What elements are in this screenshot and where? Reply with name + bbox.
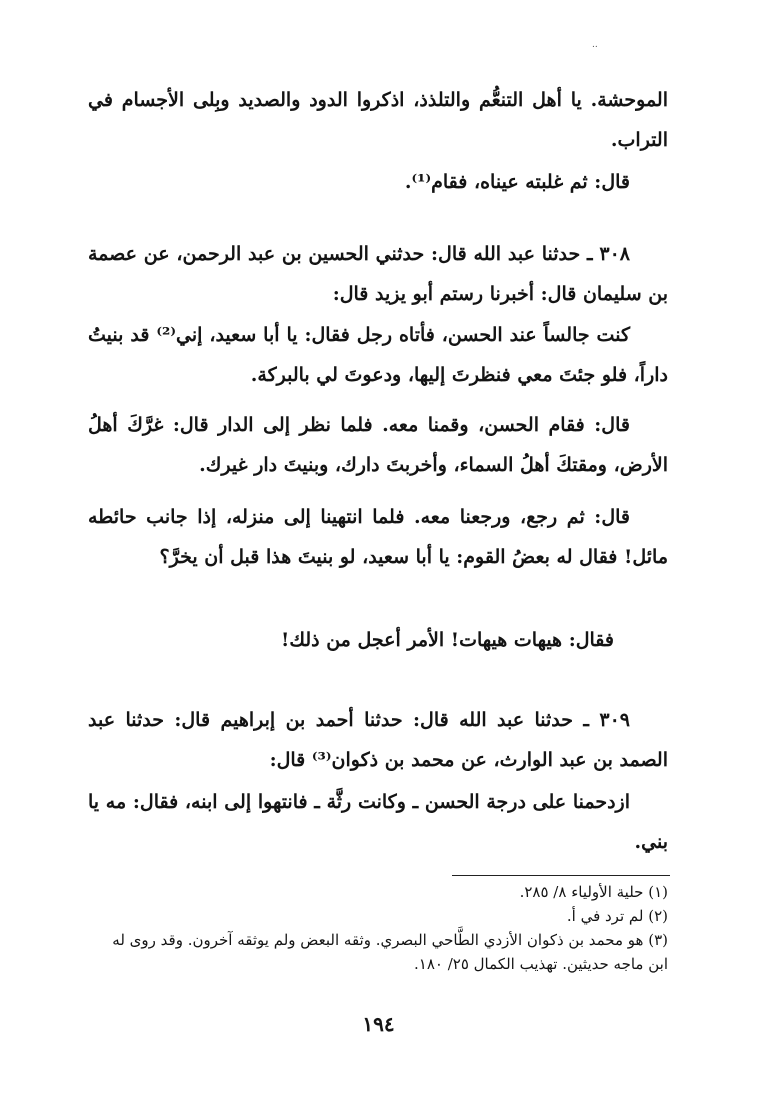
paragraph-text: كنت جالساً عند الحسن، فأتاه رجل فقال: يا أبا سعيد، إني⁽²⁾ قد بنيتُ داراً، فلو جئتَ معي فنظرتَ إليها، ودعوتَ لي بالبركة. — [88, 324, 668, 386]
footnotes — [88, 880, 668, 976]
footnote-3: (٣) هو محمد بن ذكوان الأزدي الطَّاحي البصري. وثقه البعض ولم يوثقه آخرون. وقد روى له ابن ماجه حديثين. تهذيب الكمال ٢٥/ ١٨٠. — [112, 931, 668, 973]
hadith-309-isnad — [88, 700, 668, 780]
paragraph-text: قال: ثم رجع، ورجعنا معه. فلما انتهينا إلى منزله، إذا جانب حائطه مائل! فقال له بعضُ القوم: يا أبا سعيد، لو بنيتَ هذا قبل أن يخرَّ؟ — [88, 506, 668, 568]
paragraph-text: الموحشة. يا أهل التنعُّم والتلذذ، اذكروا الدود والصديد وبِلى الأجسام في التراب. — [88, 89, 668, 151]
paragraph-text: ٣٠٩ ـ حدثنا عبد الله قال: حدثنا أحمد بن إبراهيم قال: حدثنا عبد الصمد بن عبد الوارث، عن محمد بن ذكوان⁽³⁾ قال: — [88, 709, 668, 771]
corner-mark: .. — [592, 40, 598, 50]
paragraph-wall — [88, 497, 668, 577]
paragraph-text: فقال: هيهات هيهات! الأمر أعجل من ذلك! — [281, 629, 614, 651]
paragraph-house — [88, 315, 668, 395]
paragraph-opening — [88, 80, 668, 160]
footnote-1: (١) حلية الأولياء ٨/ ٢٨٥. — [519, 883, 668, 901]
paragraph-text: قال: فقام الحسن، وقمنا معه. فلما نظر إلى الدار قال: غرَّكَ أهلُ الأرض، ومقتكَ أهلُ السماء، وأخربتَ دارك، وبنيتَ دار غيرك. — [88, 414, 668, 476]
paragraph-haihat — [88, 620, 668, 660]
paragraph-text: ازدحمنا على درجة الحسن ـ وكانت رثَّة ـ فانتهوا إلى ابنه، فقال: مه يا بني. — [88, 791, 668, 853]
hadith-308-isnad — [88, 234, 668, 314]
footnote-separator — [452, 875, 670, 876]
footnote-2: (٢) لم ترد في أ. — [566, 907, 668, 925]
page-number: ١٩٤ — [362, 1012, 395, 1036]
paragraph-text: ٣٠٨ ـ حدثنا عبد الله قال: حدثني الحسين بن عبد الرحمن، عن عصمة بن سليمان قال: أخبرنا رستم أبو يزيد قال: — [88, 243, 668, 305]
paragraph-text: قال: ثم غلبته عيناه، فقام⁽¹⁾. — [404, 171, 630, 193]
paragraph-stairs — [88, 782, 668, 862]
paragraph-said-fell-asleep — [88, 162, 668, 202]
paragraph-al-hasan-looked — [88, 405, 668, 485]
